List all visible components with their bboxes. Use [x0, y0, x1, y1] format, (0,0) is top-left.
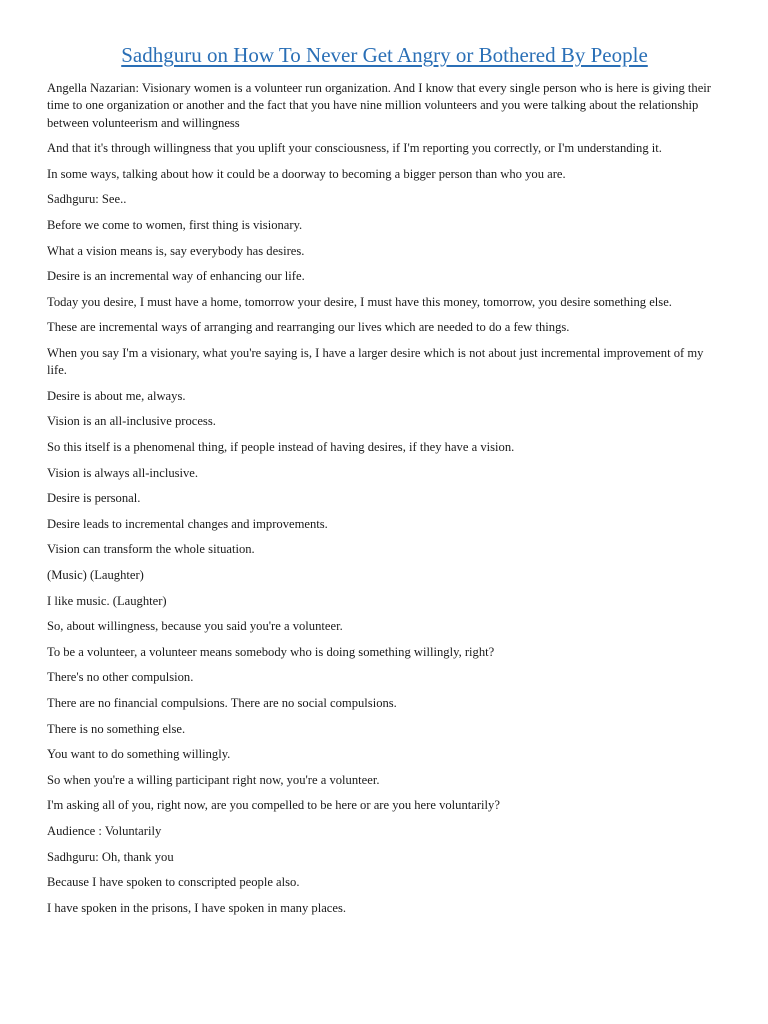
- paragraph: Sadhguru: See..: [47, 192, 127, 207]
- paragraph: There's no other compulsion.: [47, 670, 194, 685]
- paragraph: There is no something else.: [47, 721, 186, 736]
- paragraph: So this itself is a phenomenal thing, if people instead of having desires, if they have a vision.: [47, 440, 515, 455]
- paragraph: What a vision means is, say everybody has desires.: [47, 243, 305, 258]
- paragraph: I'm asking all of you, right now, are you compelled to be here or are you here voluntarily?: [47, 798, 500, 813]
- paragraph: When you say I'm a visionary, what you're saying is, I have a larger desire which is not about just incremental improvement of my life.: [47, 345, 704, 378]
- paragraph: I have spoken in the prisons, I have spoken in many places.: [47, 900, 347, 915]
- paragraph: Angella Nazarian: Visionary women is a volunteer run organization. And I know that every single person who is here is giving their time to one organization or another and the fact that you have nine million volunteers and you were talking about the relationship between volunteerism and willingness: [47, 81, 711, 130]
- document-body: [47, 80, 722, 917]
- paragraph: Vision is an all-inclusive process.: [47, 414, 216, 429]
- paragraph: In some ways, talking about how it could be a doorway to becoming a bigger person than who you are.: [47, 166, 566, 181]
- paragraph: I like music. (Laughter): [47, 593, 167, 608]
- paragraph: Desire leads to incremental changes and improvements.: [47, 516, 328, 531]
- document-title[interactable]: Sadhguru on How To Never Get Angry or Bothered By People: [121, 43, 648, 67]
- paragraph: So, about willingness, because you said you're a volunteer.: [47, 619, 343, 634]
- paragraph: Audience : Voluntarily: [47, 823, 162, 838]
- paragraph: And that it's through willingness that you uplift your consciousness, if I'm reporting you correctly, or I'm understanding it.: [47, 141, 662, 156]
- paragraph: Sadhguru: Oh, thank you: [47, 849, 174, 864]
- paragraph: Because I have spoken to conscripted people also.: [47, 875, 300, 890]
- paragraph: (Music) (Laughter): [47, 567, 144, 582]
- paragraph: Desire is an incremental way of enhancing our life.: [47, 269, 305, 284]
- paragraph: So when you're a willing participant right now, you're a volunteer.: [47, 772, 380, 787]
- paragraph: Desire is personal.: [47, 491, 141, 506]
- paragraph: To be a volunteer, a volunteer means somebody who is doing something willingly, right?: [47, 644, 495, 659]
- paragraph: There are no financial compulsions. There are no social compulsions.: [47, 695, 397, 710]
- paragraph: You want to do something willingly.: [47, 747, 231, 762]
- paragraph: Desire is about me, always.: [47, 388, 186, 403]
- paragraph: Today you desire, I must have a home, tomorrow your desire, I must have this money, tomorrow, you desire something else.: [47, 294, 672, 309]
- paragraph: Vision is always all-inclusive.: [47, 465, 199, 480]
- paragraph: Vision can transform the whole situation.: [47, 542, 255, 557]
- paragraph: Before we come to women, first thing is visionary.: [47, 217, 303, 232]
- paragraph: These are incremental ways of arranging and rearranging our lives which are needed to do a few things.: [47, 320, 570, 335]
